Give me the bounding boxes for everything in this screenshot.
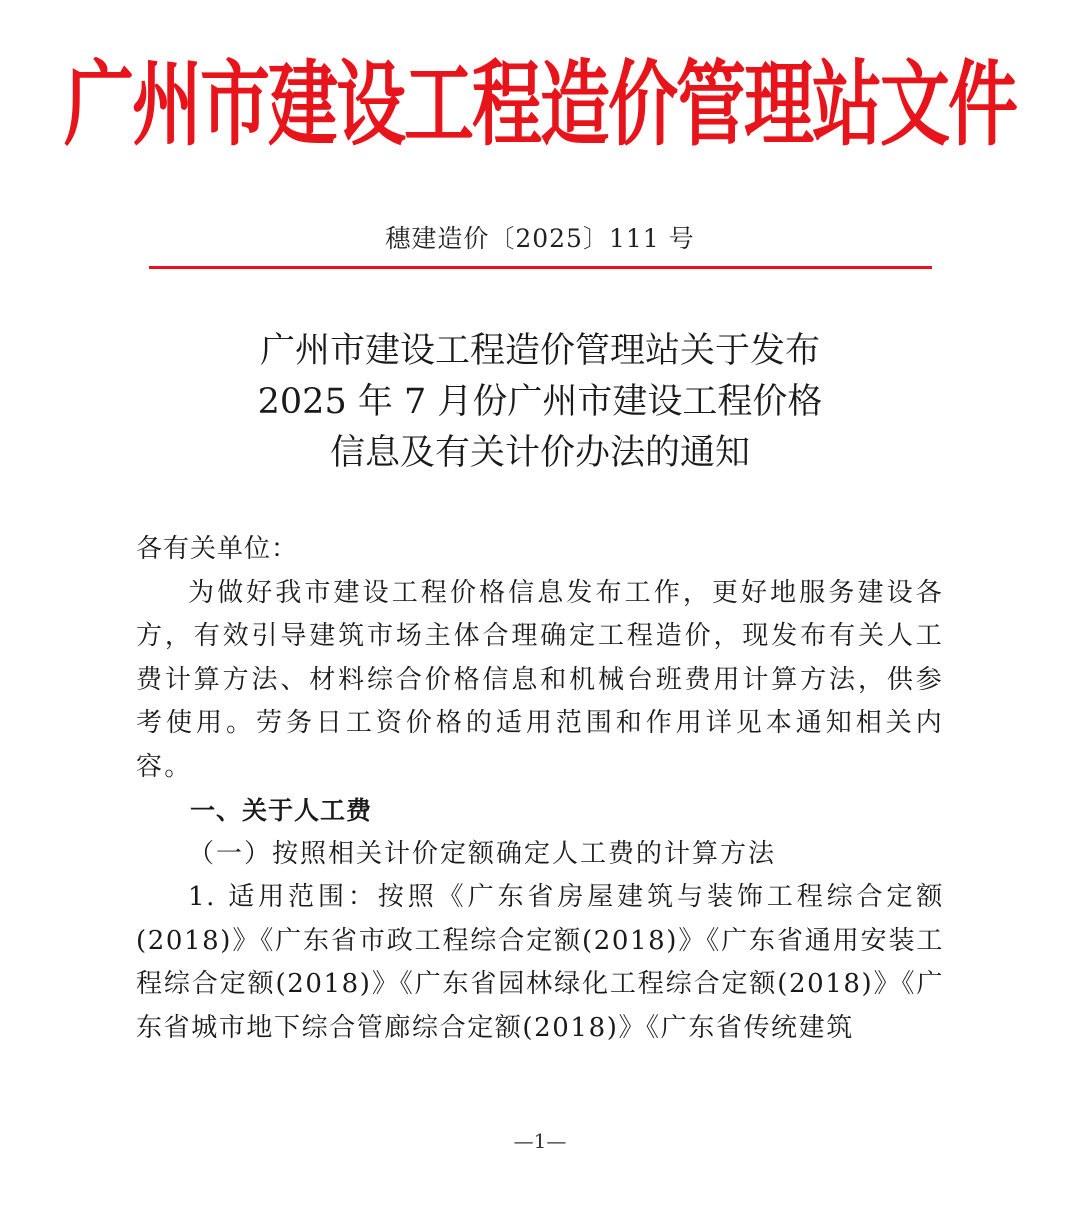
- salutation: 各有关单位：: [136, 534, 299, 564]
- title-line-1: 广州市建设工程造价管理站关于发布: [259, 331, 820, 371]
- red-separator-line: [149, 266, 932, 269]
- title-line-2: 2025 年 7 月份广州市建设工程价格: [257, 382, 823, 422]
- scope-item-paragraph: 1. 适用范围：按照《广东省房屋建筑与装饰工程综合定额(2018)》《广东省市政工程综合定额(2018)》《广东省通用安装工程综合定额(2018)》《广东省园林绿化工程综合定额(2018)》《广东省城市地下综合管廊综合定额(2018)》《广东省传统建筑: [136, 882, 944, 1043]
- notice-title: [0, 326, 1080, 479]
- document-number: 穗建造价〔2025〕111 号: [385, 224, 695, 253]
- page-number: —1—: [513, 1129, 567, 1153]
- title-line-3: 信息及有关计价办法的通知: [329, 433, 750, 473]
- intro-paragraph: 为做好我市建设工程价格信息发布工作，更好地服务建设各方，有效引导建筑市场主体合理确定工程造价，现发布有关人工费计算方法、材料综合价格信息和机械台班费用计算方法，供参考使用。劳务日工资价格的适用范围和作用详见本通知相关内容。: [136, 577, 944, 782]
- section-heading-labor-cost: 一、关于人工费: [190, 796, 373, 825]
- masthead-title: 广州市建设工程造价管理站文件: [64, 50, 1016, 159]
- document-body: [136, 528, 944, 1050]
- subsection-heading-calculation-method: （一）按照相关计价定额确定人工费的计算方法: [188, 838, 777, 869]
